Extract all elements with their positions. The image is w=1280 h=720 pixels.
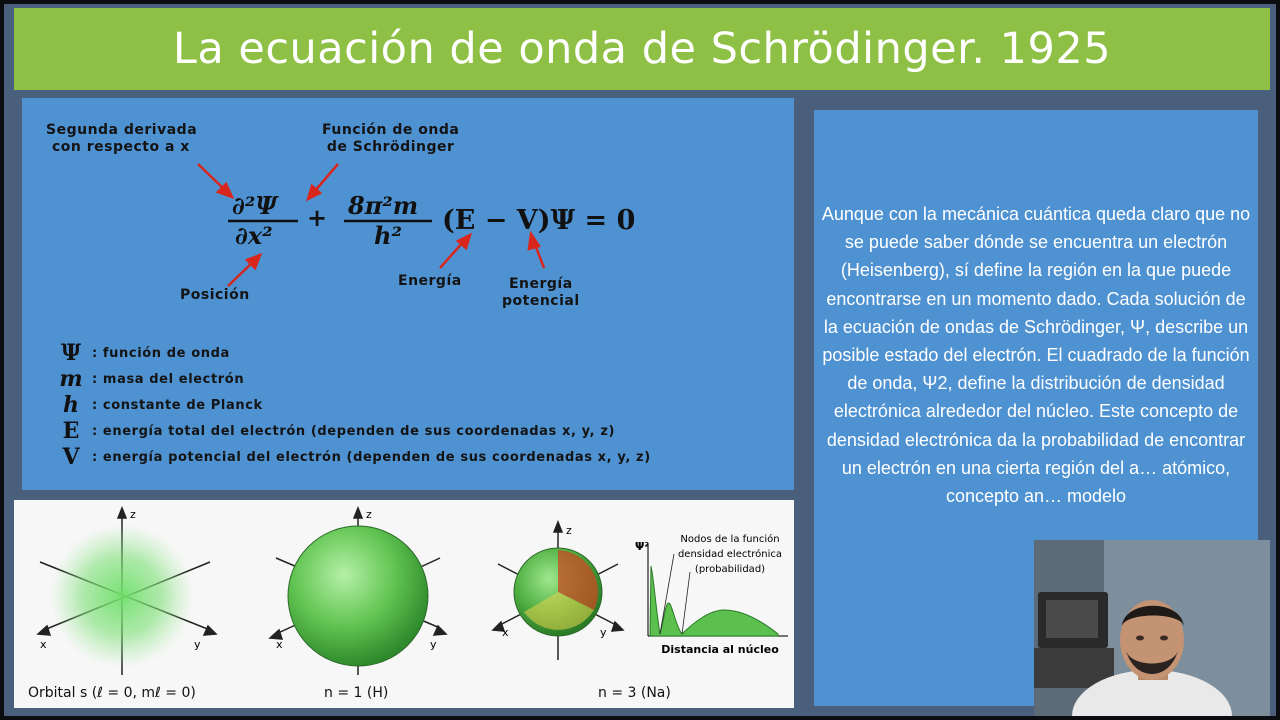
axis-x-label-2: x [276, 638, 283, 651]
definition-v-text: : energía potencial del electrón (dependen de sus coordenadas x, y, z) [92, 449, 651, 465]
axis-x-label-1: x [40, 638, 47, 651]
graph-annotation-line1: Nodos de la función [680, 534, 780, 545]
graph-annotation-line2: densidad electrónica [677, 549, 783, 560]
definition-h [50, 392, 263, 418]
symbol-psi: Ψ [60, 340, 82, 366]
axis-z-label-3: z [566, 524, 572, 537]
definition-m [50, 366, 244, 392]
label-potential-energy-line1: Energía [508, 276, 573, 292]
caption-n1: n = 1 (H) [324, 685, 389, 701]
graph-annotation-line3: (probabilidad) [694, 564, 766, 575]
svg-text:h²: h² [374, 221, 402, 250]
webcam-icon [1034, 540, 1270, 716]
caption-n3: n = 3 (Na) [598, 685, 671, 701]
explanation-text: Aunque con la mecánica cuántica queda claro que no se puede saber dónde se encuentra un electrón (Heisenberg), sí define la región en la que puede encontrarse en un momento dado. Cada solución de la ecuación de ondas de Schrödinger, Ψ, describe un posible estado del electrón. El cuadrado de la función de onda, Ψ2, define la distribución de densidad electrónica alrededor del núcleo. Este concepto de densidad electrónica da la probabilidad de encontrar un electrón en una cierta región del a… atómico, concepto an… modelo [821, 204, 1251, 507]
presenter-webcam [1034, 540, 1270, 716]
orbital-s-cloud [38, 508, 216, 675]
label-potential-energy [502, 276, 580, 310]
slide [4, 4, 1276, 716]
definition-m-text: : masa del electrón [92, 371, 245, 387]
caption-orbital-s: Orbital s (ℓ = 0, mℓ = 0) [28, 685, 196, 701]
axis-y-label-2: y [430, 638, 437, 651]
label-position: Posición [180, 287, 250, 303]
definition-psi-text: : función de onda [92, 345, 230, 361]
label-second-derivative-line2: con respecto a x [52, 139, 190, 155]
orbital-figures [14, 500, 794, 708]
label-potential-energy-line2: potencial [502, 293, 580, 309]
definition-h-text: : constante de Planck [92, 397, 263, 413]
label-energy: Energía [398, 273, 462, 289]
orbital-n1-sphere [270, 508, 446, 675]
title-bar [14, 8, 1270, 90]
svg-text:(E − V)Ψ = 0: (E − V)Ψ = 0 [442, 205, 636, 236]
svg-text:8π²m: 8π²m [348, 191, 419, 220]
definition-e-text: : energía total del electrón (dependen de sus coordenadas x, y, z) [92, 423, 616, 439]
symbol-e: E [62, 418, 80, 444]
symbol-h: h [63, 392, 79, 418]
label-wave-function-line2: de Schrödinger [326, 139, 455, 155]
orbital-n3-sphere [493, 522, 623, 660]
graph-ylabel: Ψ² [635, 540, 650, 553]
graph-xlabel: Distancia al núcleo [661, 643, 779, 656]
axis-y-label-1: y [194, 638, 201, 651]
definition-e [50, 418, 615, 444]
label-second-derivative-line1: Segunda derivada [46, 122, 198, 138]
svg-text:+: + [307, 203, 328, 232]
equation-panel [22, 98, 794, 490]
axis-z-label-1: z [130, 508, 136, 521]
orbital-figures-panel [14, 500, 794, 708]
definition-v [50, 444, 651, 470]
svg-text:∂x²: ∂x² [235, 221, 273, 250]
slide-title: La ecuación de onda de Schrödinger. 1925 [172, 24, 1112, 74]
symbol-m: m [59, 366, 83, 392]
symbol-v: V [62, 444, 80, 470]
svg-text:∂²Ψ: ∂²Ψ [232, 191, 278, 220]
axis-z-label-2: z [366, 508, 372, 521]
definition-psi [50, 340, 230, 366]
label-wave-function-line1: Función de onda [322, 122, 460, 138]
axis-x-label-3: x [502, 626, 509, 639]
axis-y-label-3: y [600, 626, 607, 639]
